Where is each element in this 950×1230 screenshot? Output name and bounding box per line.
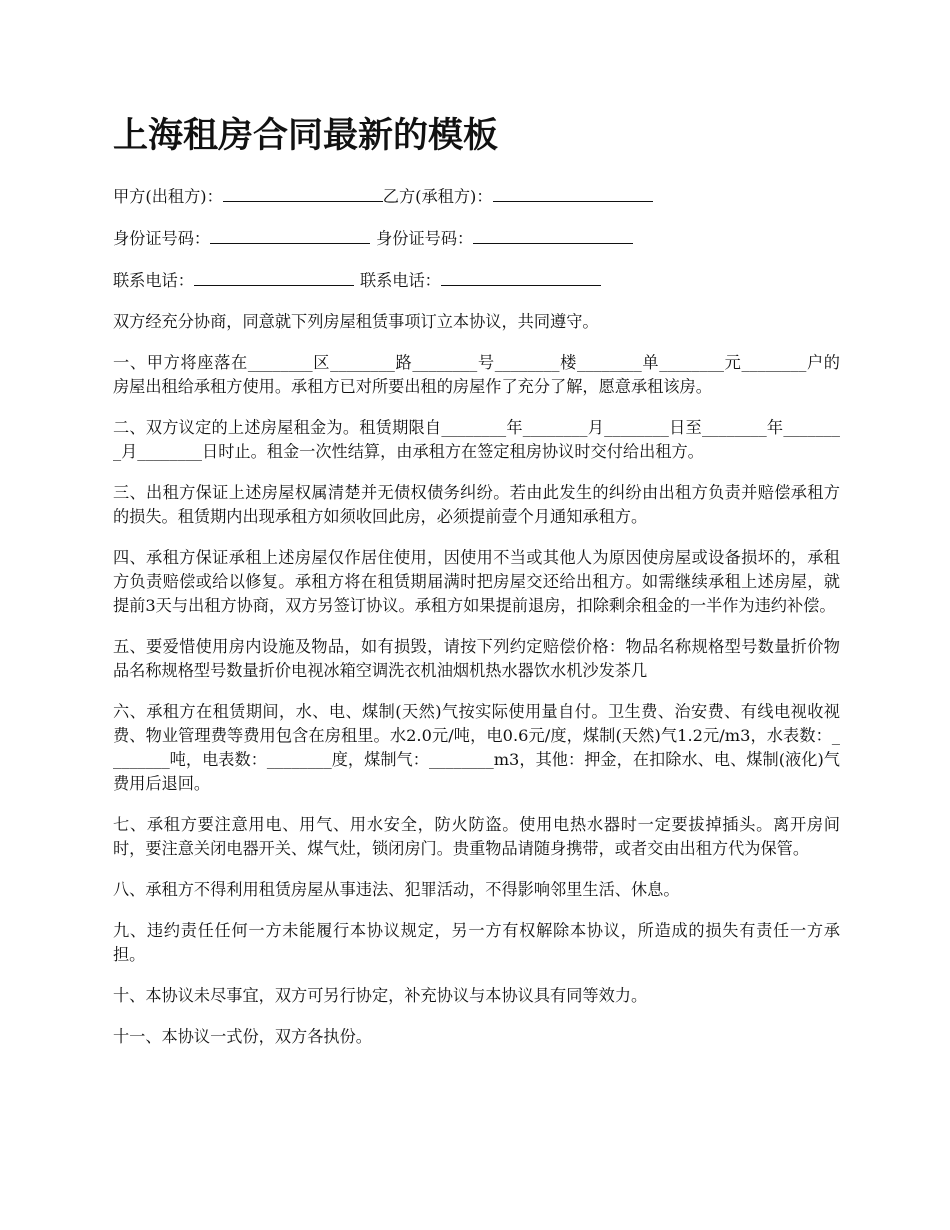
clause-6: 六、承租方在租赁期间，水、电、煤制(天然)气按实际使用量自付。卫生费、治安费、有线电视收视费、物业管理费等费用包含在房租里。水2.0元/吨，电0.6元/度，煤制(天然)气1.2元/m3，水表数：________吨，电表数：________度，煤制气：________m3，其他：押金，在扣除水、电、煤制(液化)气费用后退回。 — [113, 702, 840, 793]
clause-5: 五、要爱惜使用房内设施及物品，如有损毁，请按下列约定赔偿价格：物品名称规格型号数量折价物品名称规格型号数量折价电视冰箱空调洗衣机油烟机热水器饮水机沙发茶几 — [113, 637, 840, 680]
id-b-blank — [473, 226, 633, 244]
phone-row — [113, 268, 840, 293]
party-a-label: 甲方(出租方)： — [113, 187, 223, 206]
phone-b-label: 联系电话： — [359, 271, 441, 290]
party-row — [113, 184, 840, 209]
id-a-blank — [210, 226, 370, 244]
phone-a-label: 联系电话： — [113, 271, 194, 290]
clause-3: 三、出租方保证上述房屋权属清楚并无债权债务纠纷。若由此发生的纠纷由出租方负责并赔偿承租方的损失。租赁期内出现承租方如须收回此房，必须提前壹个月通知承租方。 — [113, 483, 840, 526]
intro-paragraph: 双方经充分协商，同意就下列房屋租赁事项订立本协议，共同遵守。 — [113, 312, 599, 331]
clause-9: 九、违约责任任何一方未能履行本协议规定，另一方有权解除本协议，所造成的损失有责任一方承担。 — [113, 921, 840, 964]
party-b-blank — [493, 184, 653, 202]
id-b-label: 身份证号码： — [376, 229, 474, 248]
phone-b-blank — [441, 268, 601, 286]
clause-1: 一、甲方将座落在________区________路________号________楼________单________元________户的房屋出租给承租方使用。承租方已对所要出租的房屋作了充分了解，愿意承租该房。 — [113, 353, 840, 396]
clause-7: 七、承租方要注意用电、用气、用水安全，防火防盗。使用电热水器时一定要拔掉插头。离开房间时，要注意关闭电器开关、煤气灶，锁闭房门。贵重物品请随身携带，或者交由出租方代为保管。 — [113, 815, 840, 858]
clause-11: 十一、本协议一式份，双方各执份。 — [113, 1027, 372, 1046]
party-b-label: 乙方(承租方)： — [382, 187, 493, 206]
clause-10: 十、本协议未尽事宜，双方可另行协定，补充协议与本协议具有同等效力。 — [113, 986, 648, 1005]
phone-a-blank — [194, 268, 354, 286]
clause-4: 四、承租方保证承租上述房屋仅作居住使用，因使用不当或其他人为原因使房屋或设备损坏的，承租方负责赔偿或给以修复。承租方将在租赁期届满时把房屋交还给出租方。如需继续承租上述房屋，就提前3天与出租方协商，双方另签订协议。承租方如果提前退房，扣除剩余租金的一半作为违约补偿。 — [113, 548, 840, 615]
id-row — [113, 226, 840, 251]
document-title: 上海租房合同最新的模板 — [113, 115, 499, 156]
clause-8: 八、承租方不得利用租赁房屋从事违法、犯罪活动，不得影响邻里生活、休息。 — [113, 880, 680, 899]
id-a-label: 身份证号码： — [113, 229, 211, 248]
clause-2: 二、双方议定的上述房屋租金为。租赁期限自________年________月________日至________年________月________日时止。租金一次性结算，由承租方在签定租房协议时交付给出租方。 — [113, 418, 840, 461]
party-a-blank — [223, 184, 383, 202]
